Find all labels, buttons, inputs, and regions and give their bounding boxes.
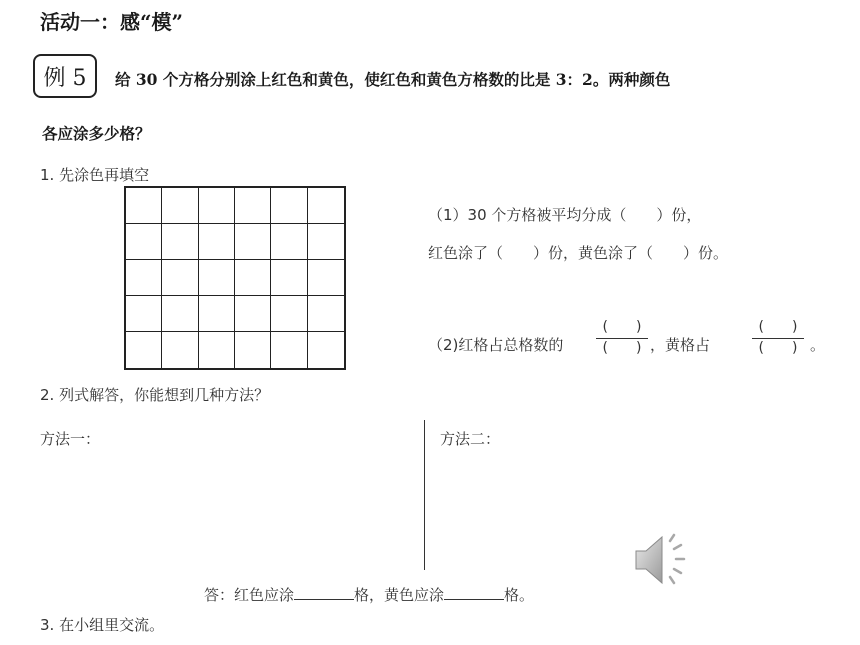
grid-cell[interactable] (126, 296, 162, 332)
grid-cell[interactable] (162, 332, 198, 368)
grid-cell[interactable] (235, 224, 271, 260)
step1-label: 1. 先涂色再填空 (40, 166, 150, 184)
grid-cell[interactable] (308, 224, 344, 260)
yellow-fraction-denominator[interactable]: ( ) (758, 340, 798, 356)
grid-cell[interactable] (271, 224, 307, 260)
grid-cell[interactable] (162, 188, 198, 224)
answer-prefix: 答：红色应涂 (204, 586, 295, 604)
yellow-answer-blank[interactable] (444, 585, 504, 600)
activity-title: 活动一：感“模” (40, 10, 184, 34)
answer-end: 格。 (504, 586, 535, 604)
grid-cell[interactable] (235, 188, 271, 224)
grid-cell[interactable] (199, 332, 235, 368)
grid-cell[interactable] (308, 188, 344, 224)
red-fraction-denominator[interactable]: ( ) (602, 340, 642, 356)
coloring-grid[interactable] (124, 186, 346, 370)
question1-line1: （1）30 个方格被平均分成（ ）份， (428, 206, 702, 224)
speaker-icon[interactable] (628, 527, 694, 593)
grid-cell[interactable] (199, 188, 235, 224)
answer-middle: 格，黄色应涂 (354, 586, 445, 604)
grid-cell[interactable] (162, 224, 198, 260)
question2-end: 。 (810, 336, 826, 354)
answer-line (204, 584, 534, 605)
grid-cell[interactable] (199, 224, 235, 260)
question2-prefix: （2)红格占总格数的 (428, 336, 564, 354)
grid-cell[interactable] (271, 332, 307, 368)
problem-line-2: 各应涂多少格？ (42, 124, 151, 143)
yellow-fraction[interactable] (752, 318, 804, 357)
grid-cell[interactable] (126, 188, 162, 224)
yellow-fraction-numerator[interactable]: ( ) (758, 319, 798, 335)
grid-cell[interactable] (162, 260, 198, 296)
grid-cell[interactable] (308, 296, 344, 332)
grid-cell[interactable] (271, 188, 307, 224)
grid-cell[interactable] (162, 296, 198, 332)
question2-middle: ，黄格占 (650, 336, 711, 354)
method2-label: 方法二： (440, 430, 501, 448)
grid-cell[interactable] (126, 224, 162, 260)
grid-cell[interactable] (308, 332, 344, 368)
step3-label: 3. 在小组里交流。 (40, 616, 165, 634)
method1-label: 方法一： (40, 430, 101, 448)
grid-cell[interactable] (199, 260, 235, 296)
grid-cell[interactable] (271, 296, 307, 332)
red-answer-blank[interactable] (294, 585, 354, 600)
problem-line-1: 给 30 个方格分别涂上红色和黄色，使红色和黄色方格数的比是 3：2。两种颜色 (115, 70, 671, 89)
grid-cell[interactable] (308, 260, 344, 296)
grid-cell[interactable] (235, 296, 271, 332)
grid-cell[interactable] (271, 260, 307, 296)
example-badge: 例 5 (33, 54, 97, 98)
red-fraction-numerator[interactable]: ( ) (602, 319, 642, 335)
grid-cell[interactable] (126, 332, 162, 368)
grid-cell[interactable] (235, 332, 271, 368)
method-divider (424, 420, 425, 570)
grid-cell[interactable] (235, 260, 271, 296)
red-fraction[interactable] (596, 318, 648, 357)
grid-cell[interactable] (126, 260, 162, 296)
grid-cell[interactable] (199, 296, 235, 332)
step2-label: 2. 列式解答，你能想到几种方法？ (40, 386, 270, 404)
question1-line2: 红色涂了（ ）份，黄色涂了（ ）份。 (428, 244, 729, 262)
